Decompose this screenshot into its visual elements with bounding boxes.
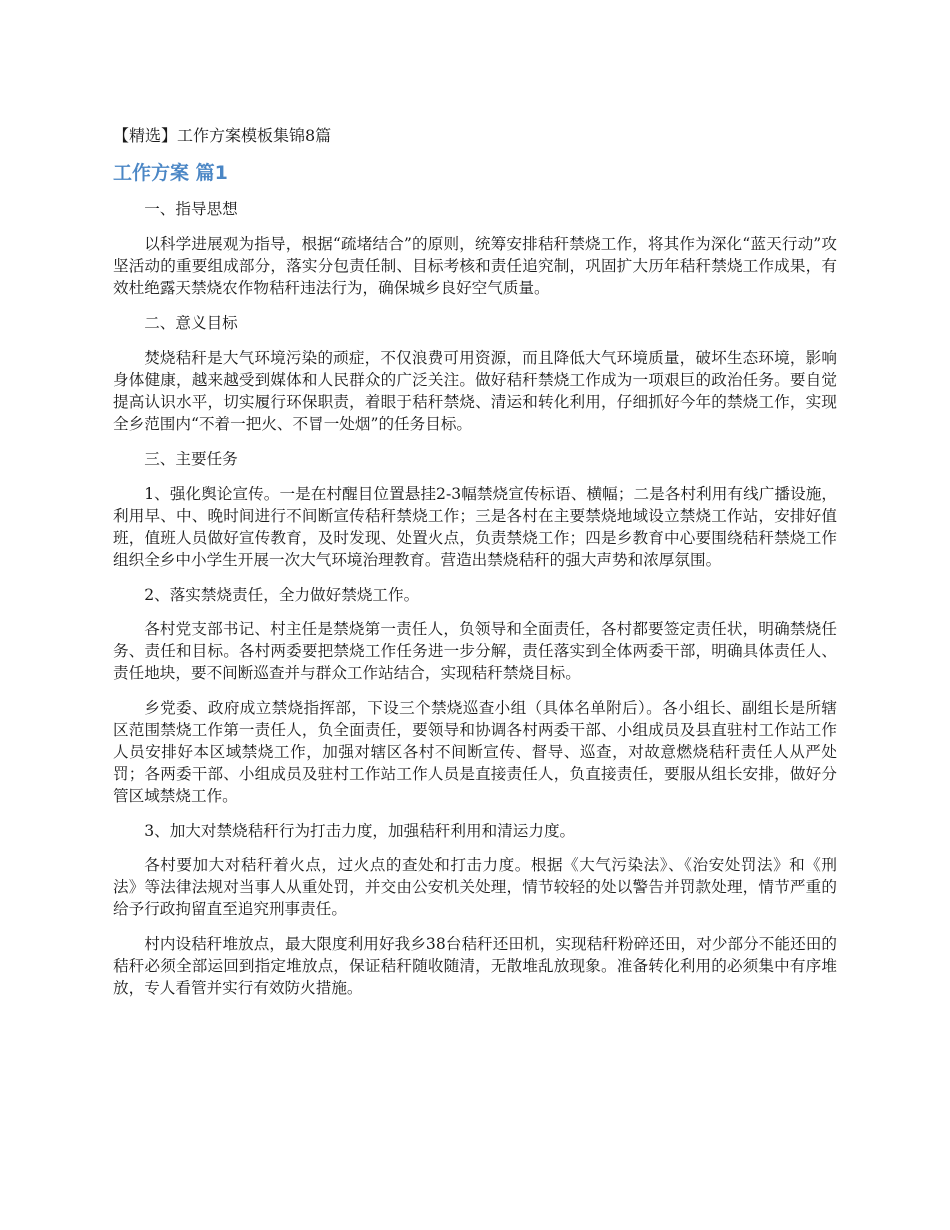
paragraph-straw-storage: 村内设秸秆堆放点，最大限度利用好我乡38台秸秆还田机，实现秸秆粉碎还田，对少部分不能还田的秸秆必须全部运回到指定堆放点，保证秸秆随收随清，无散堆乱放现象。准备转化利用的必须集中有序堆放，专人看管并实行有效防火措施。 xyxy=(113,935,837,997)
heading-guiding-ideology: 一、指导思想 xyxy=(144,200,238,218)
paragraph-guiding-ideology: 以科学进展观为指导，根据“疏堵结合”的原则，统筹安排秸秆禁烧工作，将其作为深化“蓝天行动”攻坚活动的重要组成部分，落实分包责任制、目标考核和责任追究制，巩固扩大历年秸秆禁烧工作成果，有效杜绝露天禁烧农作物秸秆违法行为，确保城乡良好空气质量。 xyxy=(113,235,837,297)
subheading-enforcement: 3、加大对禁烧秸秆行为打击力度，加强秸秆利用和清运力度。 xyxy=(144,822,576,840)
heading-main-tasks: 三、主要任务 xyxy=(144,450,238,468)
document-page xyxy=(113,124,837,1012)
heading-significance-goals: 二、意义目标 xyxy=(144,314,238,332)
paragraph-village-responsibility: 各村党支部书记、村主任是禁烧第一责任人，负领导和全面责任，各村都要签定责任状，明确禁烧任务、责任和目标。各村两委要把禁烧工作任务进一步分解，责任落实到全体两委干部，明确具体责任人、责任地块，要不间断巡查并与群众工作站结合，实现秸秆禁烧目标。 xyxy=(113,620,837,682)
paragraph-significance-goals: 焚烧秸秆是大气环境污染的顽症，不仅浪费可用资源，而且降低大气环境质量，破坏生态环境，影响身体健康，越来越受到媒体和人民群众的广泛关注。做好秸秆禁烧工作成为一项艰巨的政治任务。要自觉提高认识水平，切实履行环保职责，着眼于秸秆禁烧、清运和转化利用，仔细抓好今年的禁烧工作，实现全乡范围内“不着一把火、不冒一处烟”的任务目标。 xyxy=(113,349,837,433)
document-title: 【精选】工作方案模板集锦8篇 xyxy=(113,126,332,145)
paragraph-command-center: 乡党委、政府成立禁烧指挥部，下设三个禁烧巡查小组（具体名单附后）。各小组长、副组长是所辖区范围禁烧工作第一责任人，负全面责任，要领导和协调各村两委干部、小组成员及县直驻村工作站工作人员安排好本区域禁烧工作，加强对辖区各村不间断宣传、督导、巡查，对故意燃烧秸秆责任人从严处罚；各两委干部、小组成员及驻村工作站工作人员是直接责任人，负直接责任，要服从组长安排，做好分管区域禁烧工作。 xyxy=(113,699,837,805)
subheading-responsibility: 2、落实禁烧责任，全力做好禁烧工作。 xyxy=(144,586,420,604)
paragraph-enforcement: 各村要加大对秸秆着火点，过火点的查处和打击力度。根据《大气污染法》、《治安处罚法》和《刑法》等法律法规对当事人从重处罚，并交由公安机关处理，情节较轻的处以警告并罚款处理，情节严重的给予行政拘留直至追究刑事责任。 xyxy=(113,856,837,918)
paragraph-publicity: 1、强化舆论宣传。一是在村醒目位置悬挂2-3幅禁烧宣传标语、横幅；二是各村利用有线广播设施，利用早、中、晚时间进行不间断宣传秸秆禁烧工作；三是各村在主要禁烧地域设立禁烧工作站，安排好值班，值班人员做好宣传教育，及时发现、处置火点，负责禁烧工作；四是乡教育中心要围绕秸秆禁烧工作组织全乡中小学生开展一次大气环境治理教育。营造出禁烧秸秆的强大声势和浓厚氛围。 xyxy=(113,485,837,569)
section-heading: 工作方案 篇1 xyxy=(113,162,228,184)
